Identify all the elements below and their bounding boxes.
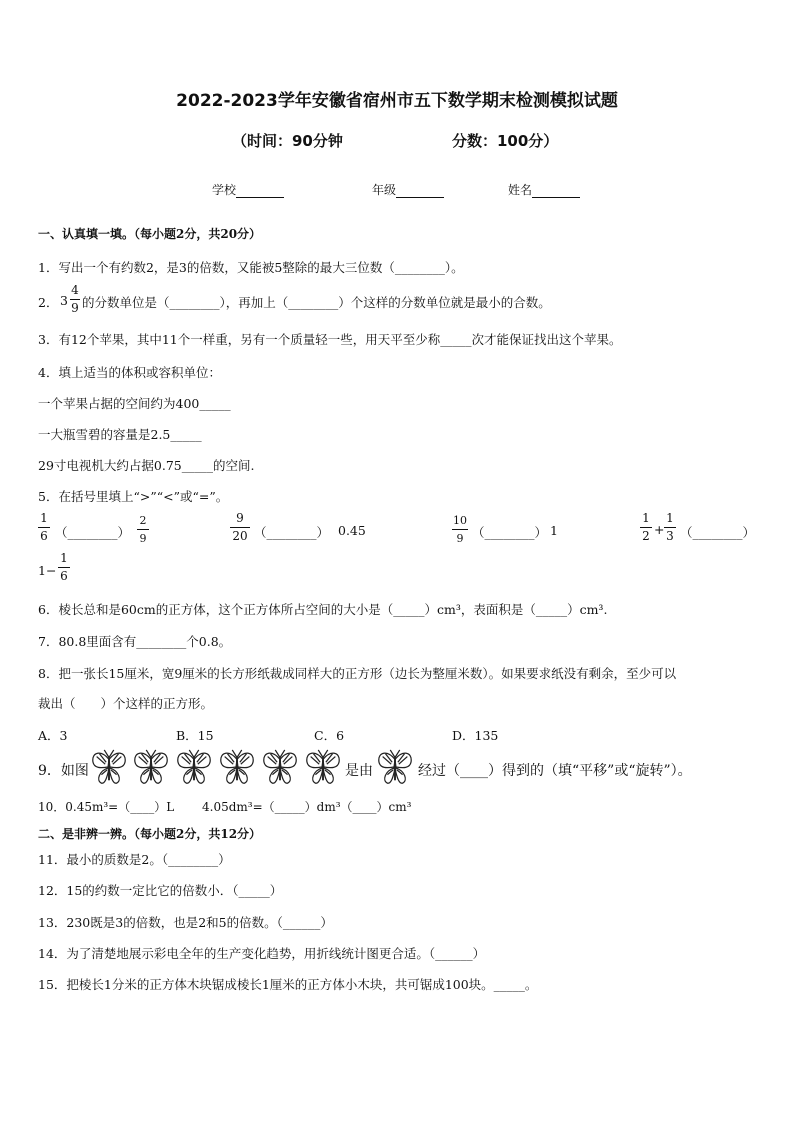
question-2-whole: 3 [60, 293, 68, 308]
question-1: 1．写出一个有约数2，是3的倍数，又能被5整除的最大三位数（________）。 [38, 260, 464, 275]
question-14: 14．为了清楚地展示彩电全年的生产变化趋势，用折线统计图更合适。（______） [38, 946, 486, 961]
question-12: 12．15的约数一定比它的倍数小．（_____） [38, 883, 283, 898]
question-15: 15．把棱长1分米的正方体木块锯成棱长1厘米的正方体小木块，共可锯成100块。_____。 [38, 977, 538, 992]
fraction-numerator: 4 [71, 283, 79, 297]
grade-field [372, 181, 444, 198]
name-label: 姓名 [508, 183, 533, 197]
fraction-bar [38, 527, 50, 528]
q5-item4-plus: + [654, 522, 665, 537]
option-b[interactable]: B．15 [176, 728, 214, 743]
question-4c: 29寸电视机大约占据0.75_____的空间. [38, 458, 255, 473]
fraction-numerator: 1 [642, 511, 650, 525]
fraction-denominator: 3 [666, 529, 674, 543]
option-a[interactable]: A．3 [38, 728, 68, 743]
q5-item4-blank[interactable]: （________） [680, 525, 756, 540]
fraction-bar [58, 567, 70, 568]
q5-item2-left-fraction [230, 511, 250, 544]
q5-item3-blank[interactable]: （________） [472, 525, 548, 540]
school-blank[interactable] [236, 185, 284, 198]
question-9-prefix: 9．如图 [38, 763, 89, 779]
question-11: 11．最小的质数是2。（________） [38, 852, 231, 867]
question-10: 10．0.45m³=（____）L 4.05dm³=（_____）dm³（____）cm³ [38, 800, 412, 814]
question-8-line2: 裁出（ ）个这样的正方形。 [38, 696, 214, 711]
fraction-bar [230, 527, 250, 528]
question-3: 3．有12个苹果，其中11个一样重，另有一个质量轻一些，用天平至少称_____次才能保证找出这个苹果。 [38, 332, 622, 347]
fraction-bar [70, 299, 80, 300]
butterfly-icon [261, 748, 299, 786]
grade-blank[interactable] [396, 185, 444, 198]
question-2: 的分数单位是（________），再加上（________）个这样的分数单位就是最小的合数。 [82, 295, 551, 310]
name-field [508, 181, 580, 198]
fraction-denominator: 9 [139, 532, 147, 545]
q5-item2-blank[interactable]: （________） [254, 525, 330, 540]
fraction-numerator: 10 [453, 514, 467, 527]
fraction-numerator: 1 [666, 511, 674, 525]
page-title: 2022-2023学年安徽省宿州市五下数学期末检测模拟试题 [176, 91, 618, 111]
fraction-denominator: 2 [642, 529, 650, 543]
question-2-prefix: 2． [38, 295, 59, 310]
q5-item4-fraction-b [664, 511, 676, 544]
q5-item2-right: 0.45 [338, 523, 366, 538]
q5-item3-right: 1 [550, 523, 558, 538]
reference-butterfly-icon [376, 748, 414, 786]
option-d[interactable]: D．135 [452, 728, 499, 743]
butterfly-icon [132, 748, 170, 786]
question-4b: 一大瓶雪碧的容量是2.5_____ [38, 427, 202, 442]
butterfly-icon [175, 748, 213, 786]
question-2-fraction [70, 283, 80, 316]
school-field [212, 181, 284, 198]
q5-item1-left-fraction [38, 511, 50, 544]
option-c[interactable]: C．6 [314, 728, 345, 743]
q5-item3-left-fraction [452, 513, 468, 546]
fraction-bar [137, 529, 149, 530]
school-label: 学校 [212, 183, 237, 197]
q5-item5-fraction [58, 551, 70, 584]
butterfly-icon [304, 748, 342, 786]
fraction-bar [664, 527, 676, 528]
question-6: 6．棱长总和是60cm的正方体，这个正方体所占空间的大小是（_____）cm³，表面积是（_____）cm³. [38, 602, 608, 617]
question-4-head: 4．填上适当的体积或容积单位： [38, 365, 221, 380]
question-4a: 一个苹果占据的空间约为400_____ [38, 396, 231, 411]
fraction-denominator: 9 [456, 532, 464, 545]
fraction-numerator: 1 [60, 551, 68, 565]
fraction-numerator: 1 [40, 511, 48, 525]
section-2-heading: 二、是非辨一辨。（每小题2分，共12分） [38, 827, 262, 841]
fraction-numerator: 2 [139, 514, 147, 527]
section-1-heading: 一、认真填一填。（每小题2分，共20分） [38, 227, 262, 241]
grade-label: 年级 [372, 183, 397, 197]
question-9-mid: 是由 [345, 763, 373, 779]
question-13: 13．230既是3的倍数，也是2和5的倍数。（______） [38, 915, 333, 930]
fraction-bar [452, 529, 468, 530]
q5-item4-fraction-a [640, 511, 652, 544]
fraction-numerator: 9 [236, 511, 244, 525]
q5-item1-right-fraction [137, 513, 149, 546]
q5-item5-left: 1− [38, 563, 57, 578]
fraction-denominator: 6 [60, 569, 68, 583]
butterfly-icon [218, 748, 256, 786]
exam-score: 分数：100分） [452, 132, 559, 150]
question-8-line1: 8．把一张长15厘米，宽9厘米的长方形纸裁成同样大的正方形（边长为整厘米数）。如果要求纸没有剩余，至少可以 [38, 666, 677, 681]
fraction-bar [640, 527, 652, 528]
fraction-denominator: 9 [71, 301, 79, 315]
butterfly-icon [90, 748, 128, 786]
exam-time: （时间：90分钟 [232, 132, 343, 150]
question-5-head: 5．在括号里填上“>”“<”或“=”。 [38, 489, 229, 504]
question-7: 7．80.8里面含有________个0.8。 [38, 634, 232, 649]
fraction-denominator: 6 [40, 529, 48, 543]
question-9-suffix: 经过（____）得到的（填“平移”或“旋转”）。 [418, 763, 692, 779]
name-blank[interactable] [532, 185, 580, 198]
fraction-denominator: 20 [232, 529, 248, 543]
q5-item1-blank[interactable]: （________） [55, 525, 131, 540]
